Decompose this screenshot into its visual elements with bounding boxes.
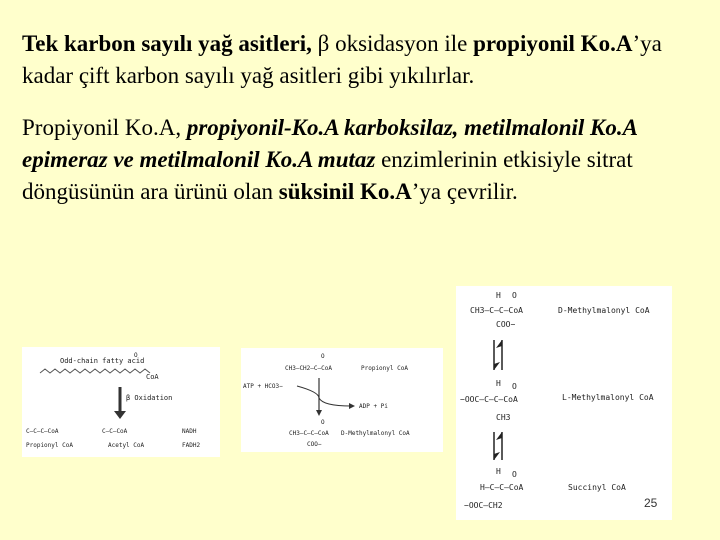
fig3-m3-sub: −OOC–CH2 bbox=[464, 501, 503, 510]
fig2-top-o: O bbox=[321, 353, 325, 360]
term-odd-chain: Tek karbon sayılı yağ asitleri, bbox=[22, 31, 312, 56]
figure2-svg bbox=[241, 348, 443, 452]
fig1-beta-label: β Oxidation bbox=[126, 394, 173, 402]
fig3-m2-formula: −OOC–C–C–CoA bbox=[460, 395, 518, 404]
text-propionyl: Propiyonil Ko.A, bbox=[22, 115, 187, 140]
fig3-m3-h: H bbox=[496, 467, 501, 476]
fig1-left-product: Propionyl CoA bbox=[26, 442, 73, 449]
fig3-eq1-up-head bbox=[496, 340, 502, 348]
fig3-m3-label: Succinyl CoA bbox=[568, 483, 626, 492]
paragraph-conversion bbox=[22, 112, 712, 208]
fig2-top-formula: CH3–CH2–C–CoA bbox=[285, 365, 332, 372]
fig1-arrow-head bbox=[114, 411, 126, 419]
figure-propionyl-carboxylation bbox=[241, 348, 443, 452]
fig3-m2-sub: CH3 bbox=[496, 413, 511, 422]
term-succinyl-coa: süksinil Ko.A bbox=[278, 179, 412, 204]
fig3-m1-o: O bbox=[512, 291, 517, 300]
fig1-top-label: Odd-chain fatty acid bbox=[60, 357, 145, 365]
term-propionyl-coa: propiyonil Ko.A bbox=[473, 31, 633, 56]
fig1-mid-formula: C–C–CoA bbox=[102, 428, 128, 435]
fig2-output-head bbox=[349, 403, 355, 409]
fig2-input-curve bbox=[297, 386, 319, 398]
fig3-m2-h: H bbox=[496, 379, 501, 388]
fig1-fadh: FADH2 bbox=[182, 442, 201, 449]
text-citrate-cycle: enzimlerinin etkisiyle sitrat döngüsünün ara ürünü olan bbox=[22, 147, 633, 204]
figure3-svg bbox=[456, 286, 672, 520]
fig2-bottom-sub: COO− bbox=[307, 441, 322, 448]
figure-methylmalonyl-pathway bbox=[456, 286, 672, 520]
fig2-bottom-formula: CH3–C–C–CoA bbox=[289, 430, 329, 437]
text-beta-oxidation: β oksidasyon ile bbox=[311, 31, 474, 56]
fig3-m2-o: O bbox=[512, 382, 517, 391]
text-remainder-1: ’ya kadar çift karbon sayılı yağ asitleri gibi yıkılırlar. bbox=[22, 31, 662, 88]
fig2-arrow-head bbox=[316, 410, 322, 416]
fig2-left-input: ATP + HCO3− bbox=[243, 383, 283, 390]
fig3-m2-label: L-Methylmalonyl CoA bbox=[562, 393, 654, 402]
fig2-output-curve bbox=[319, 398, 351, 406]
fig1-mid-product: Acetyl CoA bbox=[108, 442, 145, 449]
fig1-nadh: NADH bbox=[182, 428, 197, 435]
fig3-m3-o: O bbox=[512, 470, 517, 479]
fig3-m1-formula: CH3–C–C–CoA bbox=[470, 306, 523, 315]
figure-odd-chain-oxidation bbox=[22, 347, 220, 457]
fig1-coa: CoA bbox=[146, 373, 159, 381]
fig1-fatty-chain bbox=[40, 369, 150, 373]
figure1-svg bbox=[22, 347, 220, 457]
page-number: 25 bbox=[644, 496, 658, 510]
fig3-m3-formula: H–C–C–CoA bbox=[480, 483, 524, 492]
text-remainder-2: ’ya çevrilir. bbox=[411, 179, 518, 204]
fig2-right-output: ADP + Pi bbox=[359, 403, 388, 410]
fig3-m1-label: D-Methylmalonyl CoA bbox=[558, 306, 650, 315]
fig3-eq2-up-head bbox=[496, 432, 502, 440]
fig1-carbonyl-o: O bbox=[134, 352, 138, 359]
fig2-top-label: Propionyl CoA bbox=[361, 365, 408, 372]
fig2-bottom-o: O bbox=[321, 419, 325, 426]
fig3-m1-sub: COO− bbox=[496, 320, 516, 329]
term-enzymes: propiyonil-Ko.A karboksilaz, metilmalonil Ko.A epimeraz ve metilmalonil Ko.A mutaz bbox=[22, 115, 637, 172]
fig2-bottom-label: D-Methylmalonyl CoA bbox=[341, 430, 410, 437]
fig1-left-formula: C–C–C–CoA bbox=[26, 428, 59, 435]
fig3-eq2-down-head bbox=[494, 452, 500, 460]
fig3-eq1-down-head bbox=[494, 362, 500, 370]
fig3-m1-h: H bbox=[496, 291, 501, 300]
paragraph-odd-chain bbox=[22, 28, 712, 92]
